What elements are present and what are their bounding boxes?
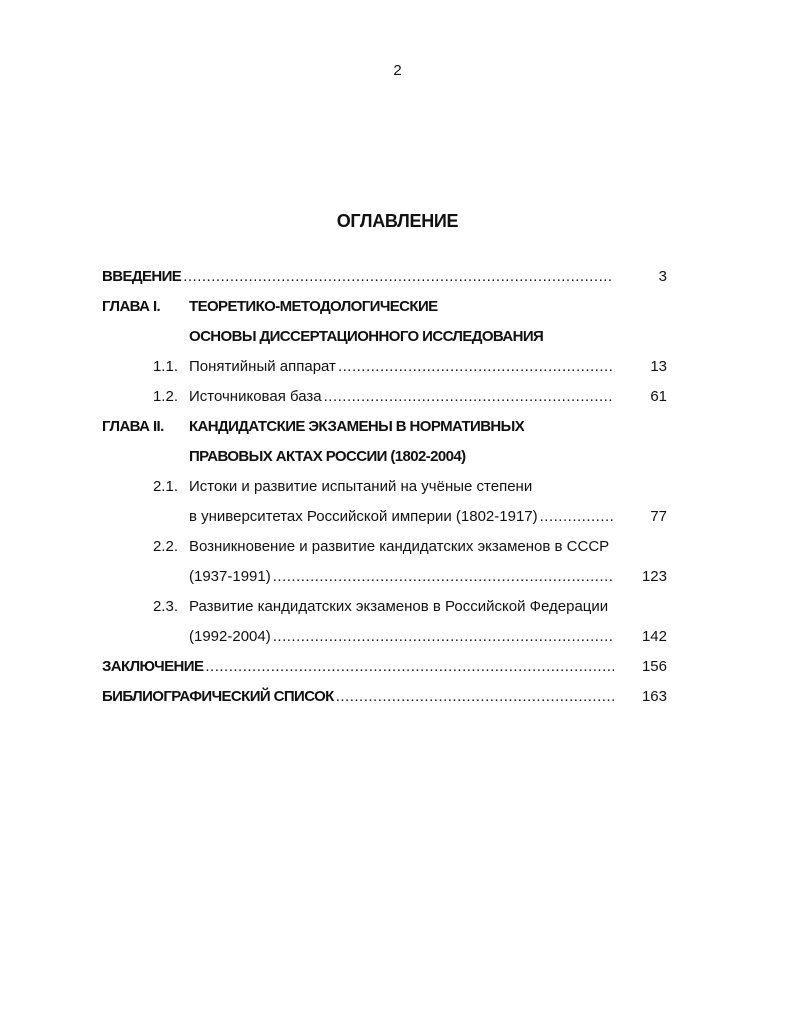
section-number: 2.1.	[152, 478, 178, 495]
toc-entry-label: ЗАКЛЮЧЕНИЕ	[102, 658, 204, 675]
chapter-title-line: ТЕОРЕТИКО-МЕТОДОЛОГИЧЕСКИЕ	[189, 298, 438, 315]
toc-leader	[189, 352, 614, 382]
toc-entry-2-3-cont[interactable]	[102, 622, 667, 652]
chapter-label: ГЛАВА I.	[102, 298, 161, 315]
section-number: 1.1.	[152, 358, 178, 375]
toc-page-number: 3	[658, 268, 667, 285]
chapter-title-line: ОСНОВЫ ДИССЕРТАЦИОННОГО ИССЛЕДОВАНИЯ	[189, 328, 544, 345]
dot-leader	[336, 682, 614, 712]
section-number: 1.2.	[152, 388, 178, 405]
toc-entry-2-1[interactable]	[102, 472, 667, 502]
section-title-line: (1937-1991)	[189, 568, 271, 585]
dot-leader	[273, 622, 614, 652]
section-title: Источниковая база	[189, 388, 322, 405]
chapter-title-line: ПРАВОВЫХ АКТАХ РОССИИ (1802-2004)	[189, 448, 466, 465]
toc-page-number: 77	[650, 508, 667, 525]
toc-entry-conclusion[interactable]	[102, 652, 667, 682]
toc-leader	[102, 682, 614, 712]
section-title-line: Истоки и развитие испытаний на учёные степени	[189, 478, 533, 495]
toc-entry-2-1-cont[interactable]	[102, 502, 667, 532]
toc-leader	[102, 262, 614, 292]
toc-chapter-2-heading[interactable]	[102, 412, 667, 442]
toc-entry-intro[interactable]	[102, 262, 667, 292]
dot-leader	[273, 562, 614, 592]
toc-chapter-1-heading[interactable]	[102, 292, 667, 322]
toc-leader	[189, 622, 614, 652]
toc-chapter-2-heading-cont	[102, 442, 667, 472]
section-title-line: Возникновение и развитие кандидатских экзаменов в СССР	[189, 538, 610, 555]
toc-page-number: 156	[641, 658, 667, 675]
section-number: 2.3.	[152, 598, 178, 615]
page-title: ОГЛАВЛЕНИЕ	[336, 211, 459, 231]
toc-leader	[189, 502, 614, 532]
toc-entry-label: ВВЕДЕНИЕ	[102, 268, 182, 285]
dot-leader	[540, 502, 614, 532]
page-number: 2	[393, 62, 402, 79]
table-of-contents	[102, 262, 667, 712]
toc-page-number: 163	[641, 688, 667, 705]
section-number: 2.2.	[152, 538, 178, 555]
toc-chapter-1-heading-cont	[102, 322, 667, 352]
section-title-line: Развитие кандидатских экзаменов в Российской Федерации	[189, 598, 609, 615]
toc-entry-2-2-cont[interactable]	[102, 562, 667, 592]
section-title-line: (1992-2004)	[189, 628, 271, 645]
section-title: Понятийный аппарат	[189, 358, 336, 375]
dot-leader	[183, 262, 614, 292]
toc-leader	[189, 562, 614, 592]
toc-page-number: 123	[641, 568, 667, 585]
toc-leader	[189, 382, 614, 412]
toc-entry-2-3[interactable]	[102, 592, 667, 622]
toc-entry-label: БИБЛИОГРАФИЧЕСКИЙ СПИСОК	[102, 688, 334, 705]
toc-entry-2-2[interactable]	[102, 532, 667, 562]
toc-page-number: 142	[641, 628, 667, 645]
toc-page-number: 13	[650, 358, 667, 375]
section-title-line: в университетах Российской империи (1802-1917)	[189, 508, 538, 525]
toc-entry-bibliography[interactable]	[102, 682, 667, 712]
dot-leader	[324, 382, 614, 412]
toc-leader	[102, 652, 614, 682]
toc-page-number: 61	[650, 388, 667, 405]
dot-leader	[205, 652, 614, 682]
toc-entry-1-2[interactable]	[102, 382, 667, 412]
chapter-title-line: КАНДИДАТСКИЕ ЭКЗАМЕНЫ В НОРМАТИВНЫХ	[189, 418, 525, 435]
chapter-label: ГЛАВА II.	[102, 418, 164, 435]
toc-entry-1-1[interactable]	[102, 352, 667, 382]
dot-leader	[338, 352, 614, 382]
